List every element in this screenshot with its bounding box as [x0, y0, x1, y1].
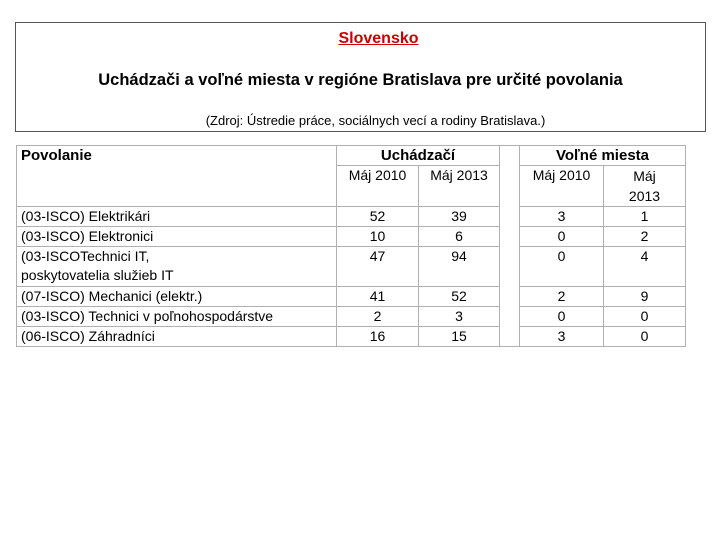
row-vacancies-2010: 0	[520, 307, 604, 327]
table-row	[17, 207, 686, 227]
row-vacancies-2013: 4	[604, 247, 686, 287]
row-vacancies-2013: 1	[604, 207, 686, 227]
row-applicants-2010: 10	[337, 227, 419, 247]
occupation-header: Povolanie	[17, 146, 337, 207]
table-row	[17, 227, 686, 247]
row-occupation: (03-ISCO) Elektronici	[17, 227, 337, 247]
applicants-header: Uchádzačí	[337, 146, 500, 166]
row-occupation: (03-ISCO) Technici v poľnohospodárstve	[17, 307, 337, 327]
row-vacancies-2013: 9	[604, 287, 686, 307]
vacancies-may-2010: Máj 2010	[520, 166, 604, 207]
header-row	[17, 146, 686, 166]
row-applicants-2010: 52	[337, 207, 419, 227]
row-applicants-2013: 3	[419, 307, 500, 327]
country-heading: Slovensko	[338, 30, 419, 47]
table-row	[17, 327, 686, 347]
row-applicants-2013: 15	[419, 327, 500, 347]
vacancies-may-2013: Máj 2013	[604, 166, 686, 207]
row-occupation: (07-ISCO) Mechanici (elektr.)	[17, 287, 337, 307]
spacer-column	[500, 146, 520, 347]
row-vacancies-2010: 0	[520, 247, 604, 287]
row-applicants-2013: 52	[419, 287, 500, 307]
table-row	[17, 247, 686, 287]
row-vacancies-2013: 2	[604, 227, 686, 247]
row-applicants-2010: 47	[337, 247, 419, 287]
row-applicants-2010: 41	[337, 287, 419, 307]
row-applicants-2013: 94	[419, 247, 500, 287]
row-applicants-2010: 16	[337, 327, 419, 347]
table-row	[17, 307, 686, 327]
row-applicants-2013: 39	[419, 207, 500, 227]
applicants-may-2010: Máj 2010	[337, 166, 419, 207]
table-row	[17, 287, 686, 307]
row-applicants-2010: 2	[337, 307, 419, 327]
row-vacancies-2013: 0	[604, 307, 686, 327]
row-occupation: (03-ISCO) Elektrikári	[17, 207, 337, 227]
row-vacancies-2013: 0	[604, 327, 686, 347]
document-title: Uchádzači a voľné miesta v regióne Bratislava pre určité povolania	[98, 71, 623, 89]
row-vacancies-2010: 0	[520, 227, 604, 247]
row-vacancies-2010: 3	[520, 327, 604, 347]
row-occupation: (03-ISCOTechnici IT, poskytovatelia služieb IT	[17, 247, 337, 287]
row-applicants-2013: 6	[419, 227, 500, 247]
row-vacancies-2010: 2	[520, 287, 604, 307]
title-box	[15, 22, 706, 132]
source-note: (Zdroj: Ústredie práce, sociálnych vecí a rodiny Bratislava.)	[205, 113, 546, 128]
vacancies-header: Voľné miesta	[520, 146, 686, 166]
occupation-table	[16, 145, 686, 347]
row-vacancies-2010: 3	[520, 207, 604, 227]
row-occupation: (06-ISCO) Záhradníci	[17, 327, 337, 347]
applicants-may-2013: Máj 2013	[419, 166, 500, 207]
